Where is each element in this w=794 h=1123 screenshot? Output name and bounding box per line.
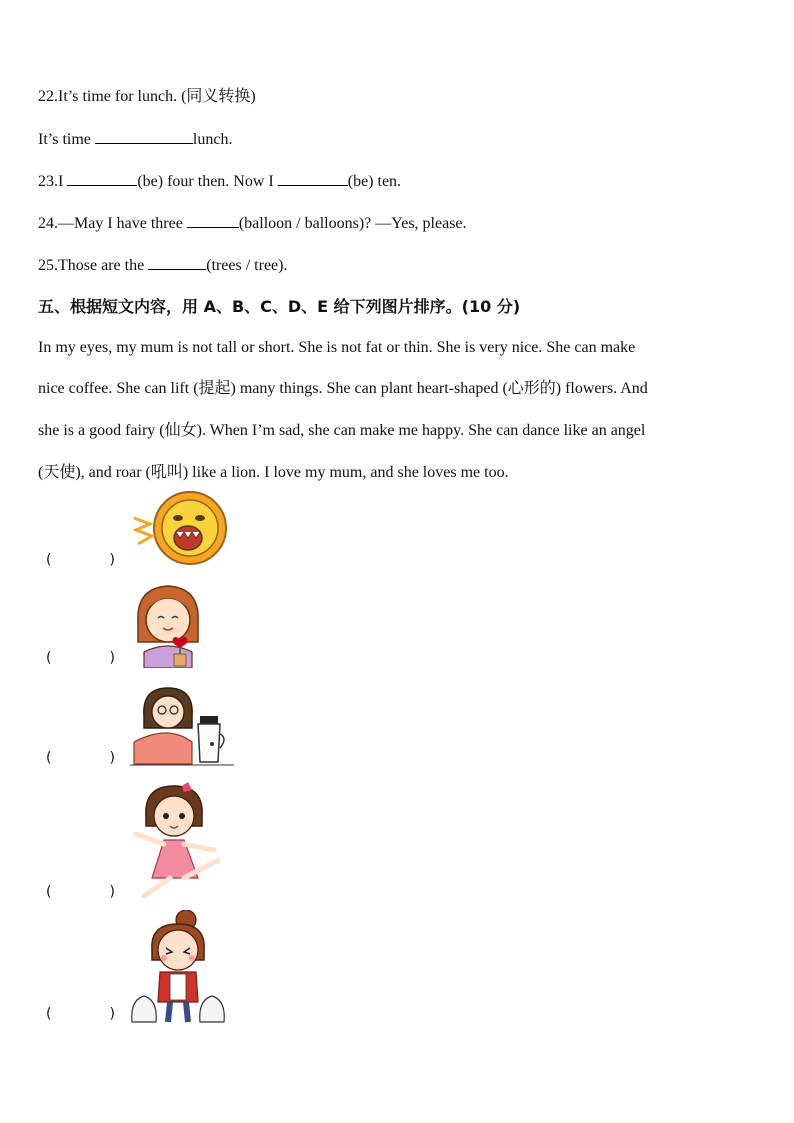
paren-open: ( [46,552,52,568]
answer-slot-5[interactable] [46,1006,115,1022]
passage-line-3: she is a good fairy (仙女). When I’m sad, she can make me happy. She can dance like an angel [38,422,646,439]
passage-line-4: (天使), and roar (吼叫) like a lion. I love my mum, and she loves me too. [38,464,509,481]
paren-close: ) [109,552,115,568]
answer-blank[interactable] [95,129,193,144]
lion-eye-right [195,515,205,521]
question-22-line2 [38,129,232,150]
lion-teeth [176,532,200,538]
paren-close: ) [109,1006,115,1022]
answer-blank[interactable] [148,255,206,270]
paren-open: ( [46,884,52,900]
leg-left [144,878,170,896]
arm-left [136,834,164,844]
answer-slot-3[interactable] [46,750,115,766]
paren-close: ) [109,650,115,666]
answer-blank[interactable] [67,171,137,186]
q25-prefix: 25.Those are the [38,257,149,274]
face [152,696,184,728]
answer-slot-4[interactable] [46,884,115,900]
passage-line-2: nice coffee. She can lift (提起) many things. She can plant heart-shaped (心形的) flowers. And [38,380,648,397]
paren-close: ) [109,750,115,766]
coffee-maker [198,716,224,762]
section-title: 五、根据短文内容，用 A、B、C、D、E 给下列图片排序。(10 分) [38,297,521,316]
paren-open: ( [46,750,52,766]
q23-prefix: 23.I [38,173,68,190]
arm-right [184,844,214,850]
paren-open: ( [46,1006,52,1022]
paren-open: ( [46,650,52,666]
q23-middle: (be) four then. Now I [137,173,278,190]
blush-right [189,955,195,961]
question-23 [38,171,401,192]
q24-suffix: (balloon / balloons)? —Yes, please. [238,215,467,232]
striped-shirt [170,974,186,1000]
paren-close: ) [109,884,115,900]
leg-left [168,1002,170,1022]
q24-prefix: 24.—May I have three [38,215,187,232]
q22-prefix: It’s time [38,131,95,148]
eye-left [163,813,169,819]
q25-suffix: (trees / tree). [206,257,288,274]
sweater [134,733,192,764]
bag-right [200,996,225,1022]
woman-making-coffee-picture [130,686,234,768]
roar-lines [134,518,152,544]
answer-blank[interactable] [278,171,348,186]
bag-left [132,996,157,1022]
passage-line-1: In my eyes, my mum is not tall or short. She is not fat or thin. She is very nice. She can make [38,339,636,356]
question-25 [38,255,287,276]
face [154,796,194,836]
face [146,598,190,642]
leg-right [186,1002,188,1022]
girl-dancing-picture [130,782,224,902]
question-24 [38,213,467,234]
q22-suffix: lunch. [192,131,233,148]
q23-suffix: (be) ten. [347,173,402,190]
eye-right [179,813,185,819]
question-22-line1: 22.It’s time for lunch. (同义转换) [38,88,256,105]
woman-lifting-bags-picture [130,910,226,1026]
answer-blank[interactable] [187,213,239,228]
face [158,930,198,970]
answer-slot-1[interactable] [46,552,115,568]
girl-with-heart-flowers-picture [130,582,206,668]
blush-left [161,955,167,961]
lion-eye-left [173,515,183,521]
answer-slot-2[interactable] [46,650,115,666]
lion-roaring-picture [130,488,240,570]
